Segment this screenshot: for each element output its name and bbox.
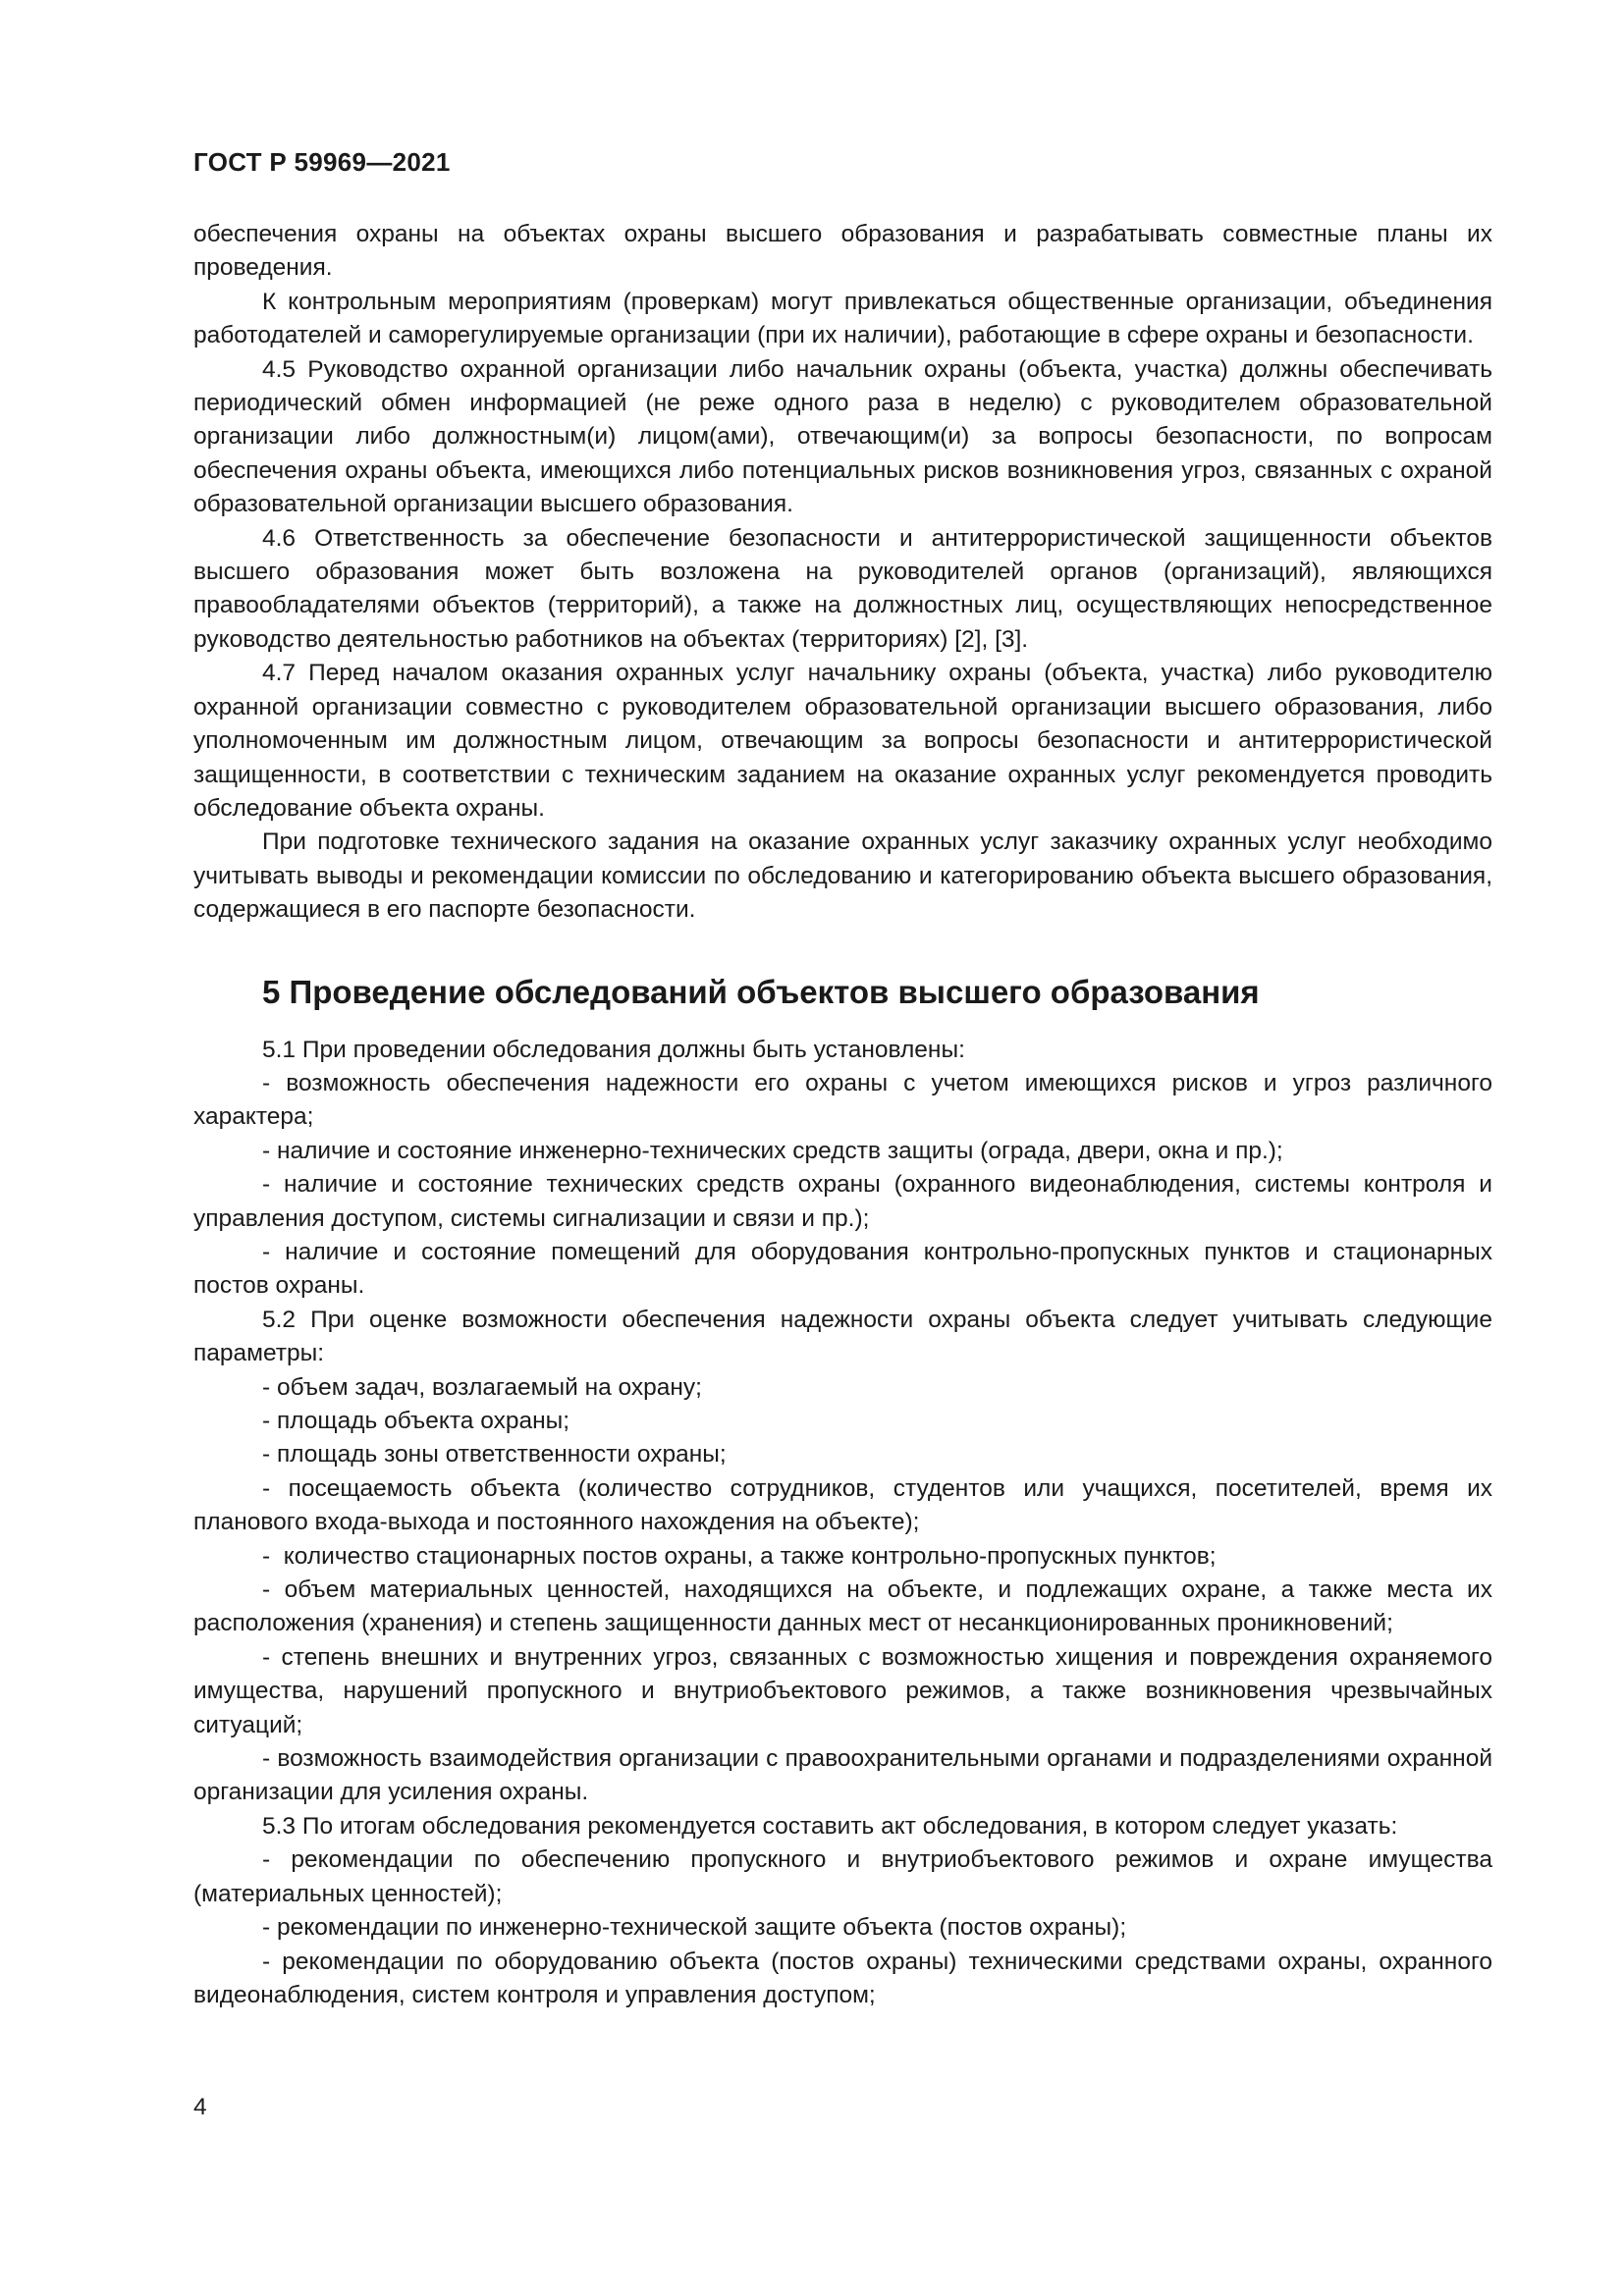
list-item: - площадь объекта охраны; bbox=[262, 1408, 570, 1434]
list-item: - объем материальных ценностей, находящихся на объекте, и подлежащих охране, а также места их расположения (хранения) и степень защищенности данных мест от несанкционированных проникновений; bbox=[193, 1576, 1492, 1637]
list-item: - возможность обеспечения надежности его охраны с учетом имеющихся рисков и угроз различного характера; bbox=[193, 1069, 1492, 1131]
list-item: - возможность взаимодействия организации с правоохранительными органами и подразделениями охранной организации для усиления охраны. bbox=[193, 1745, 1492, 1806]
paragraph: обеспечения охраны на объектах охраны высшего образования и разрабатывать совместные планы их проведения. bbox=[193, 221, 1492, 282]
section-5-heading: 5 Проведение обследований объектов высшего образования bbox=[262, 973, 1260, 1010]
paragraph: К контрольным мероприятиям (проверкам) могут привлекаться общественные организации, объединения работодателей и саморегулируемые организации (при их наличии), работающие в сфере охраны и безопасности. bbox=[193, 288, 1492, 349]
list-item: - наличие и состояние помещений для оборудования контрольно-пропускных пунктов и стационарных постов охраны. bbox=[193, 1238, 1492, 1300]
page-number: 4 bbox=[193, 2094, 207, 2120]
list-item: - рекомендации по обеспечению пропускного и внутриобъектового режимов и охране имущества (материальных ценностей); bbox=[193, 1846, 1492, 1907]
paragraph-4-7: 4.7 Перед началом оказания охранных услуг начальнику охраны (объекта, участка) либо руководителю охранной организации совместно с руководителем образовательной организации высшего образования, либо уполномоченным им должностным лицом, отвечающим за вопросы безопасности и антитеррористической защищенности, в соответствии с техническим заданием на оказание охранных услуг рекомендуется проводить обследование объекта охраны. bbox=[193, 660, 1492, 822]
list-item: - рекомендации по инженерно-технической защите объекта (постов охраны); bbox=[262, 1914, 1127, 1942]
list-item: - посещаемость объекта (количество сотрудников, студентов или учащихся, посетителей, время их планового входа-выхода и постоянного нахождения на объекте); bbox=[193, 1474, 1492, 1536]
list-item: - рекомендации по оборудованию объекта (постов охраны) техническими средствами охраны, охранного видеонаблюдения, систем контроля и управления доступом; bbox=[193, 1948, 1492, 2008]
paragraph-5-2: 5.2 При оценке возможности обеспечения надежности охраны объекта следует учитывать следующие параметры: bbox=[193, 1306, 1492, 1367]
list-item: - площадь зоны ответственности охраны; bbox=[262, 1441, 727, 1468]
list-item: - объем задач, возлагаемый на охрану; bbox=[262, 1373, 702, 1401]
paragraph-5-1: 5.1 При проведении обследования должны быть установлены: bbox=[262, 1036, 965, 1063]
list-item: - степень внешних и внутренних угроз, связанных с возможностью хищения и повреждения охраняемого имущества, нарушений пропускного и внутриобъектового режимов, а также возникновения чрезвычайных ситуаций; bbox=[193, 1643, 1492, 1738]
paragraph-5-3: 5.3 По итогам обследования рекомендуется составить акт обследования, в котором следует указать: bbox=[262, 1812, 1398, 1840]
list-item: - наличие и состояние инженерно-технических средств защиты (ограда, двери, окна и пр.); bbox=[262, 1137, 1283, 1164]
paragraph: При подготовке технического задания на оказание охранных услуг заказчику охранных услуг необходимо учитывать выводы и рекомендации комиссии по обследованию и категорированию объекта высшего образования, содержащиеся в его паспорте безопасности. bbox=[193, 828, 1492, 924]
paragraph-4-5: 4.5 Руководство охранной организации либо начальник охраны (объекта, участка) должны обеспечивать периодический обмен информацией (не реже одного раза в неделю) с руководителем образовательной организации либо должностным(и) лицом(ами), отвечающим(и) за вопросы безопасности, по вопросам обеспечения охраны объекта, имеющихся либо потенциальных рисков возникновения угроз, связанных с охраной образовательной организации высшего образования. bbox=[193, 355, 1492, 518]
document-body bbox=[193, 218, 1492, 2012]
paragraph-4-6: 4.6 Ответственность за обеспечение безопасности и антитеррористической защищенности объектов высшего образования может быть возложена на руководителей органов (организаций), являющихся правообладателями объектов (территорий), а также на должностных лиц, осуществляющих непосредственное руководство деятельностью работников на объектах (территориях) [2], [3]. bbox=[193, 524, 1492, 653]
document-header: ГОСТ Р 59969—2021 bbox=[193, 147, 451, 177]
list-item: - количество стационарных постов охраны, а также контрольно-пропускных пунктов; bbox=[262, 1542, 1217, 1570]
list-item: - наличие и состояние технических средств охраны (охранного видеонаблюдения, системы контроля и управления доступом, системы сигнализации и связи и пр.); bbox=[193, 1171, 1492, 1232]
